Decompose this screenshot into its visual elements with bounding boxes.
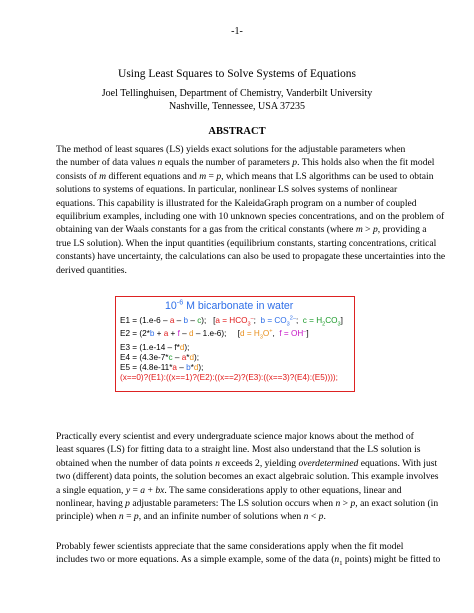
author-affiliation: Joel Tellinghuisen, Department of Chemistry, Vanderbilt University xyxy=(101,88,373,99)
text-line: Practically every scientist and every undergraduate science major knows about the method of xyxy=(56,431,414,442)
author-address: Nashville, Tennessee, USA 37235 xyxy=(168,101,306,112)
text-line: the number of data values n equals the number of parameters p. This holds also when the fit model xyxy=(56,157,435,169)
equation-e5: E5 = (4.8e-11*a – b*d); xyxy=(120,363,204,373)
body-paragraph xyxy=(56,540,441,568)
text-line: solutions to systems of equations. In particular, nonlinear LS solves systems of nonlinear xyxy=(56,184,398,196)
author-block xyxy=(0,87,474,113)
equation-e2: E2 = (2*b + a + f – d – 1.e-6); [$d = H_3O^+$, f = OH–] xyxy=(120,328,309,341)
text-line: consists of m different equations and m = p, which means that LS algorithms can be used to obtain xyxy=(56,170,434,182)
page-number: -1- xyxy=(231,26,243,37)
text-line: derived quantities. xyxy=(56,264,127,276)
text-line: principle) when n = p, and an infinite number of solutions when n < p. xyxy=(56,511,326,523)
text-line: a single equation, y = a + bx. The same considerations apply to other equations, linear and xyxy=(56,484,402,496)
text-line: includes two or more equations. As a simple example, some of the data ($n_1$ points) might be fitted to xyxy=(56,554,441,568)
equation-e4: E4 = (4.3e-7*c – a*d); xyxy=(120,352,200,362)
text-line: least squares (LS) for fitting data to a straight line. Most also understand that the LS solution is xyxy=(56,444,421,456)
abstract-heading: ABSTRACT xyxy=(208,126,266,137)
text-line: true LS solution). When the input quantities (equilibrium constants, starting concentrations, critical xyxy=(56,237,437,249)
abstract-paragraph xyxy=(56,143,446,277)
paper-title: Using Least Squares to Solve Systems of Equations xyxy=(118,68,356,80)
text-line: obtained when the number of data points n exceeds 2, yielding overdetermined equations. With just xyxy=(56,457,438,469)
text-line: equilibrium examples, including one with 10 unknown species concentrations, and on the problem of xyxy=(56,211,445,223)
text-line: Probably fewer scientists appreciate that the same considerations apply when the fit model xyxy=(56,541,404,552)
figure-heading: $10^{-6}$ M bicarbonate in water xyxy=(165,297,294,312)
body-paragraph xyxy=(56,430,439,524)
text-line: obtaining van der Waals constants for a gas from the critical constants (where m > p, providing a xyxy=(56,224,427,236)
text-line: equations. This capability is illustrated for the KaleidaGraph program on a number of coupled xyxy=(56,197,417,209)
equation-block xyxy=(120,297,343,384)
equation-figure-box xyxy=(115,296,355,392)
text-line: constants) have uncertainty, the calculations can also be used to propagate these uncertainties into the xyxy=(56,251,446,263)
text-line: nonlinear, having p adjustable parameters: The LS solution occurs when n > p, an exact solution (in xyxy=(56,498,439,510)
equation-e3: E3 = (1.e-14 – f*d); xyxy=(120,342,190,352)
text-line: The method of least squares (LS) yields exact solutions for the adjustable parameters when xyxy=(56,144,406,155)
text-line: two (different) data points, the solution becomes an exact algebraic solution. This example involves xyxy=(56,471,439,483)
equation-e1: E1 = (1.e-6 – a – b – c); [$a = HCO_3^-$; $b = CO_3^{2-}$; $c = H_2CO_3$] xyxy=(120,315,343,328)
equation-selector: (x==0)?(E1):((x==1)?(E2):((x==2)?(E3):((x==3)?(E4):(E5)))); xyxy=(120,373,338,383)
